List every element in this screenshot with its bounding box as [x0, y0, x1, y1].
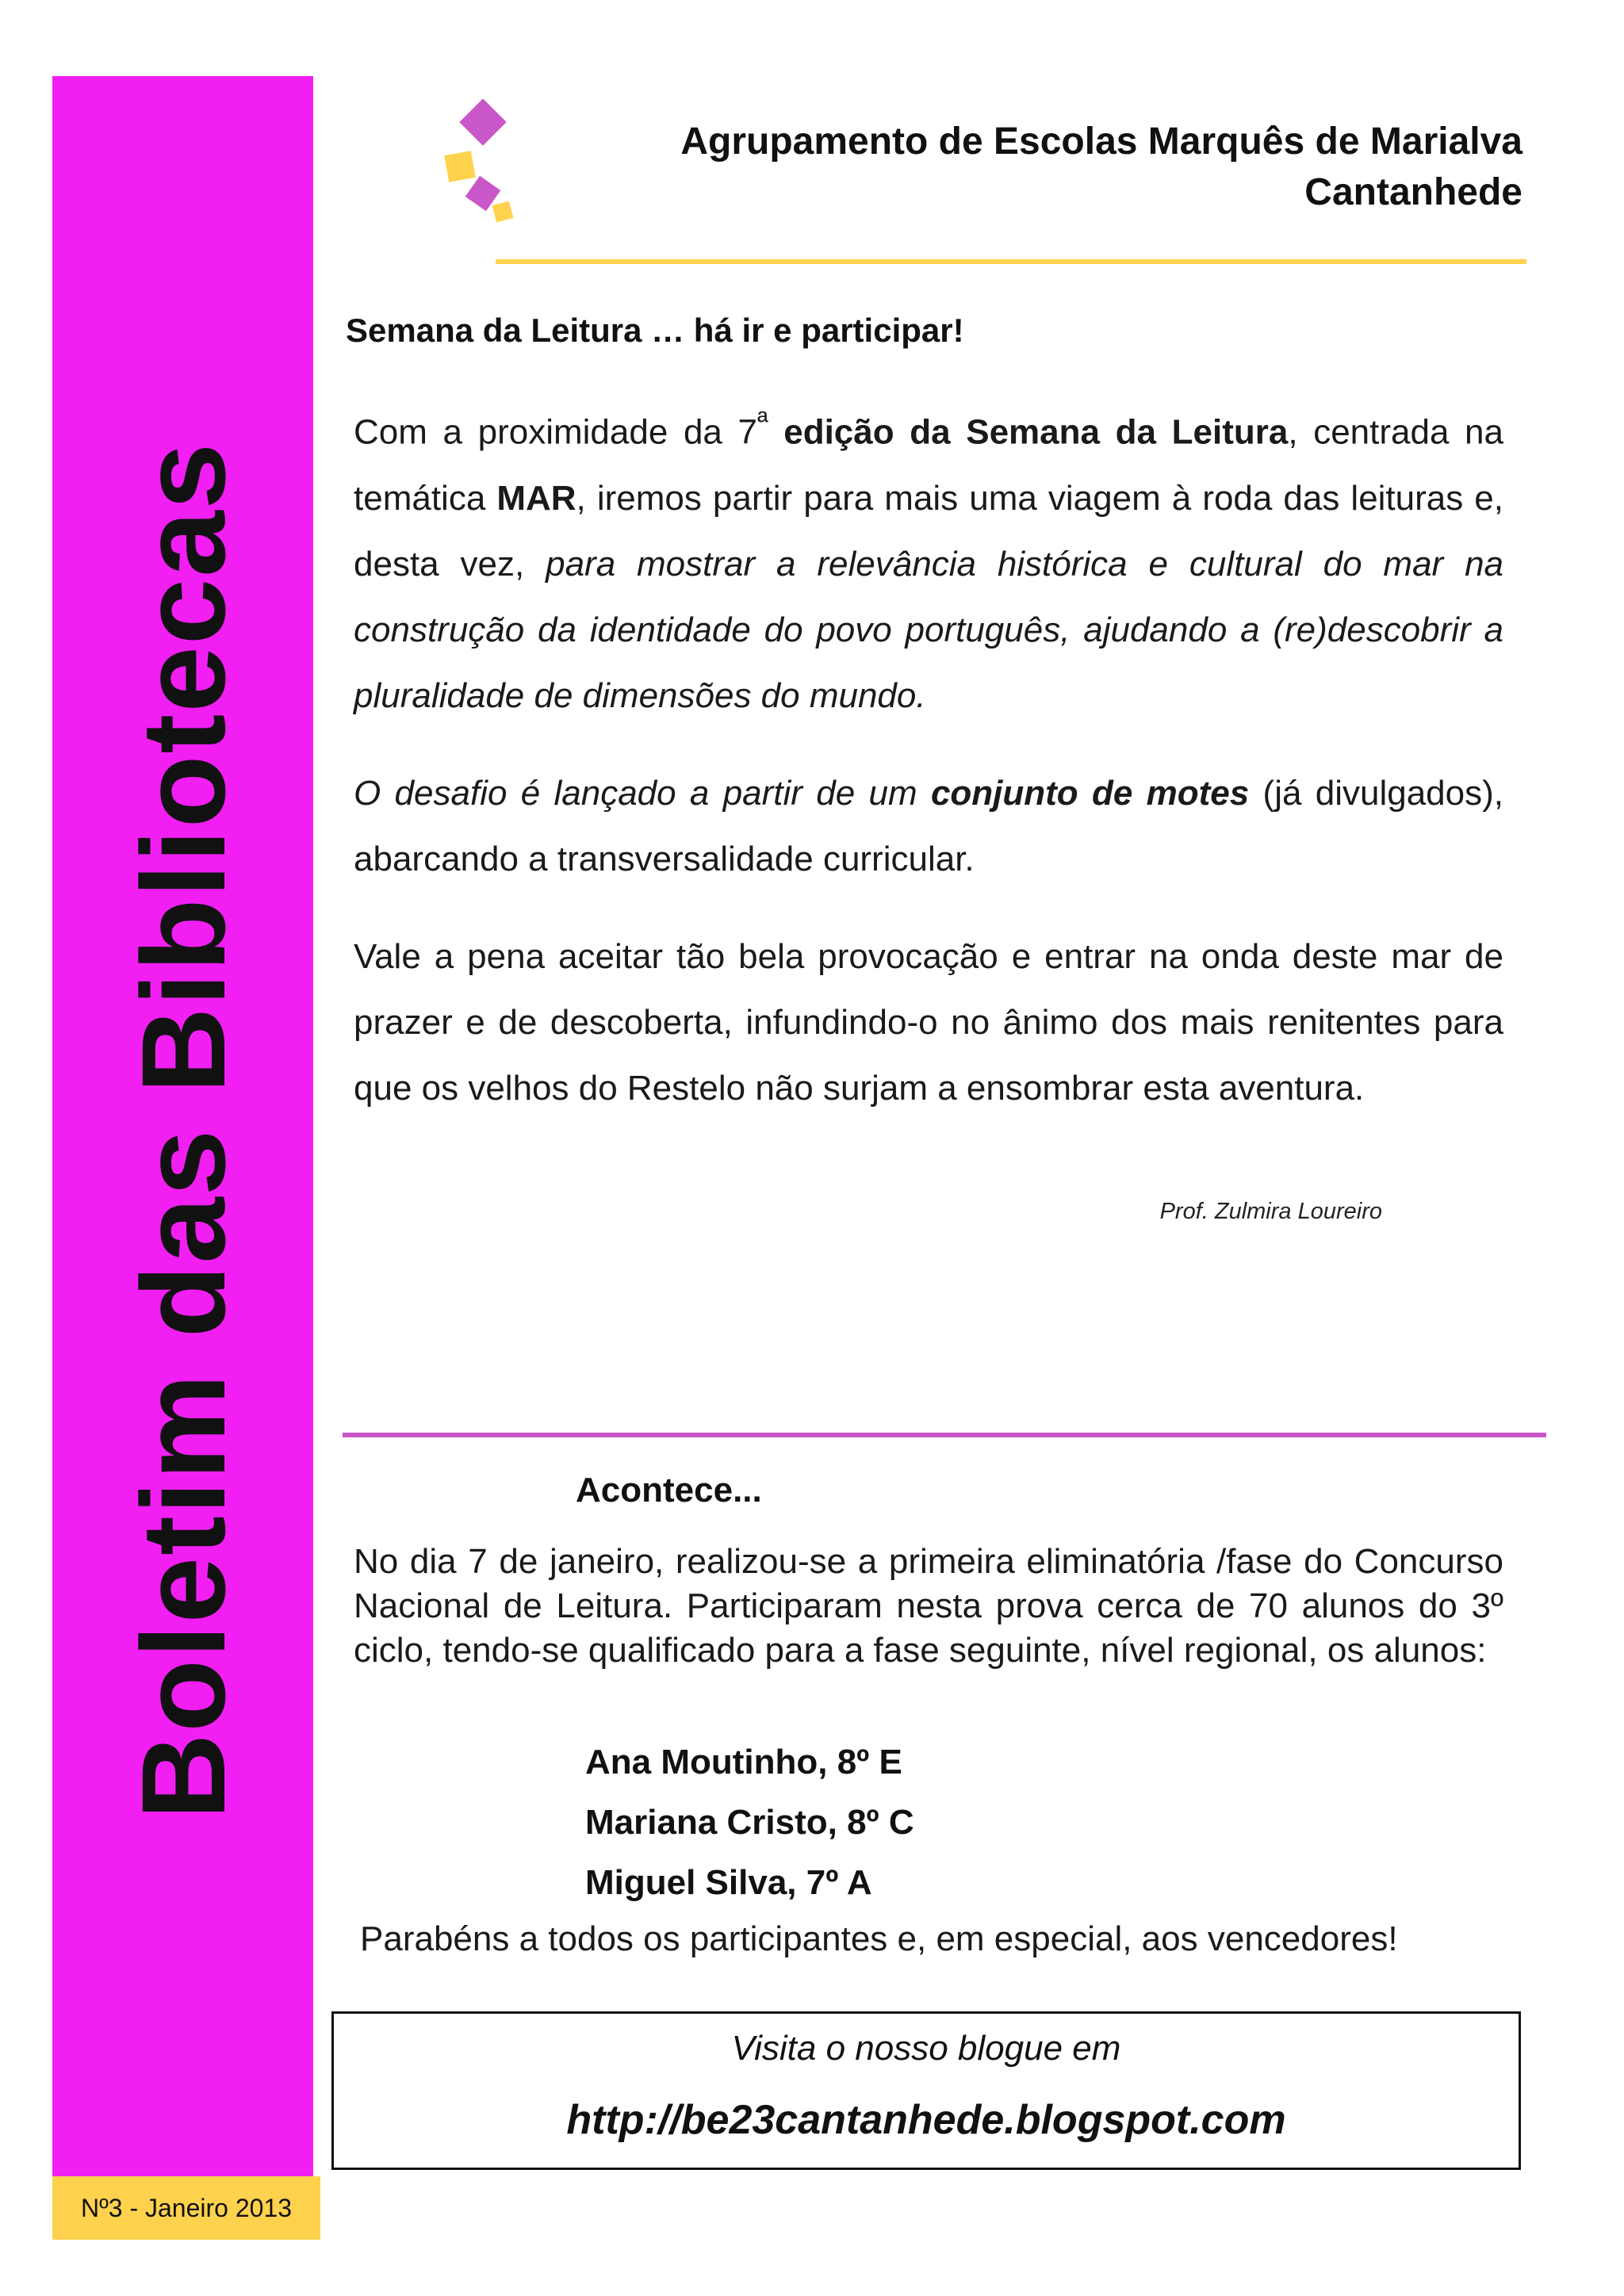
congrats-text: Parabéns a todos os participantes e, em especial, aos vencedores! [360, 1919, 1398, 1958]
issue-badge: Nº3 - Janeiro 2013 [52, 2176, 320, 2240]
blog-label: Visita o nosso blogue em [731, 2029, 1121, 2068]
squares-logo-icon [444, 99, 523, 226]
text-run-bold: conjunto de motes [930, 773, 1250, 813]
text-run-bold: edição da Semana da Leitura [783, 412, 1289, 452]
blog-link[interactable]: http://be23cantanhede.blogspot.com [566, 2097, 1286, 2143]
blog-box [331, 2011, 1521, 2170]
article-paragraph: Vale a pena aceitar tão bela provocação e entrar na onda deste mar de prazer e de descoberta, infundindo-o no ânimo dos mais renitentes para que os velhos do Restelo não surjam a ensombrar esta aventura. [354, 936, 1503, 1108]
article-paragraph [354, 760, 1503, 892]
winner-item: Miguel Silva, 7º A [585, 1863, 872, 1902]
article-author: Prof. Zulmira Loureiro [1159, 1199, 1382, 1224]
text-run-italic: O desafio é lançado a partir de um [354, 773, 931, 813]
text-run: Com a proximidade da 7 [354, 412, 758, 452]
winner-item: Mariana Cristo, 8º C [585, 1803, 914, 1842]
text-run-bold: MAR [496, 478, 576, 518]
winners-list [585, 1732, 914, 1913]
school-location: Cantanhede [1304, 171, 1522, 213]
article-body [354, 388, 1503, 1153]
text-run: , centrada na temática [354, 412, 1503, 518]
school-header [680, 117, 1522, 218]
winner-item: Ana Moutinho, 8º E [585, 1743, 902, 1781]
section-divider [343, 1433, 1546, 1437]
sidebar [52, 76, 313, 2185]
article-title: Semana da Leitura … há ir e participar! [346, 312, 964, 349]
text-run: (já divulgados), abarcando a transversalidade curricular. [354, 773, 1503, 878]
newsletter-title: Boletim das Bibliotecas [116, 441, 250, 1820]
school-name: Agrupamento de Escolas Marquês de Marialva [680, 121, 1522, 163]
text-run: ª [757, 405, 768, 438]
news-section-title: Acontece... [576, 1471, 762, 1510]
news-body: No dia 7 de janeiro, realizou-se a primeira eliminatória /fase do Concurso Nacional de Leitura. Participaram nesta prova cerca de 70 alunos do 3º ciclo, tendo-se qualificado para a fase seguinte, nível regional, os alunos: [354, 1542, 1503, 1670]
header-divider [496, 259, 1526, 264]
text-run-italic: para mostrar a relevância histórica e cultural do mar na construção da identidade do povo português, ajudando a (re)descobrir a pluralidade de dimensões do mundo. [354, 544, 1504, 715]
article-paragraph [354, 388, 1503, 729]
text-run: , iremos partir para mais uma viagem à roda das leituras e, desta vez, [354, 478, 1503, 584]
